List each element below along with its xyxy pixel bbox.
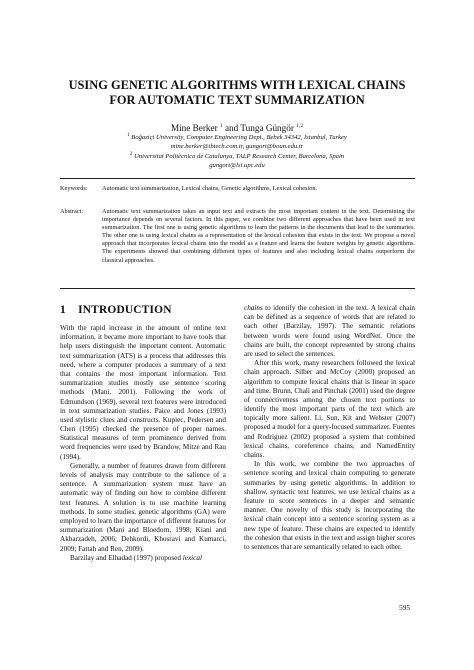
affiliation-1: $^1$ Boğaziçi University, Computer Engineering Dept., Bebek 34342, Istanbul, Turkey xyxy=(127,133,347,142)
title-line-1: USING GENETIC ALGORITHMS WITH LEXICAL CHAINS xyxy=(68,78,406,92)
author-2-superscript: 1,2 xyxy=(296,123,304,129)
intro-paragraph-6: In this work, we combine the two approaches of sentence scoring and lexical chain computing to generate summaries by using genetic algorithms. In addition to shallow, syntactic text features, we use lexical chains as a feature to score sentences in a deeper and semantic manner. One novelty of this study is incorporating the lexical chain concept into a sentence scoring system as a new type of feature. These chains are expected to identify the cohesion that exists in the text and assign higher scores to sentences that are semantically related to each other. xyxy=(244,460,415,551)
author-conjunction: and xyxy=(222,123,241,134)
intro-paragraph-5: After this work, many researchers followed the lexical chain approach. Silber and McCoy (2000) proposed an algorithm to compute lexical chains that is linear in space and time. Brunn, Chali and Pinchak (2001) used the degree of connectiveness among the chosen text portions to identify the most important parts of the text which are topically more salient. Li, Sun, Kit and Webster (2007) proposed a model for a query-focused summarizer. Fuentes and Rodriguez (2002) proposed a system that combined lexical chains, coreference chains, and NamedEntity chains. xyxy=(244,359,415,459)
affiliation-2: $^2$ Universitat Politècnica de Catalunya, TALP Research Center, Barcelona, Spain xyxy=(129,152,345,161)
paper-title xyxy=(40,78,434,108)
page-number: 595 xyxy=(399,603,411,612)
section-heading xyxy=(60,304,172,316)
bottom-rule xyxy=(60,288,415,289)
affiliation-1-email: mine.berker@ibtech.com.tr, gungort@boun.edu.tr xyxy=(170,142,304,150)
intro-paragraph-3: Barzilay and Elhadad (1997) proposed lexical xyxy=(70,553,202,562)
intro-paragraph-4: chains to identify the cohesion in the text. A lexical chain can be defined as a sequence of words that are related to each other (Barzilay, 1997). The semantic relations between words were found using WordNet. Once the chains are built, the concept represented by strong chains are used to select the sentences. xyxy=(244,304,415,358)
affiliation-2-superscript: 2 xyxy=(129,152,133,158)
keywords-label: Keywords: xyxy=(60,185,88,192)
left-column xyxy=(60,324,226,563)
intro-paragraph-2: Generally, a number of features drawn from different levels of analysis may contribute to the salience of a sentence. A summarization system must have an automatic way of finding out how to combine different text features. A solution is to use machine learning methods. In some studies, genetic algorithms (GA) were employed to learn the importance of different features for summarization (Mani and Bloedorn, 1998; Kiani and Akbarzadeh, 2006; Dehkordi, Khosravi and Kumarci, 2009; Fattah and Ren, 2009). xyxy=(60,461,226,553)
abstract-label: Abstract: xyxy=(60,208,84,215)
author-1-name: Mine Berker xyxy=(170,123,218,134)
keywords-text: Automatic text summarization, Lexical chains, Genetic algorithms, Lexical cohesion. xyxy=(102,185,318,192)
author-1-superscript: 1 xyxy=(219,123,223,129)
section-title: INTRODUCTION xyxy=(78,304,172,316)
affiliation-1-superscript: 1 xyxy=(127,133,130,138)
section-number: 1 xyxy=(60,304,66,316)
italic-lexical: lexical xyxy=(182,553,202,562)
intro-paragraph-1: With the rapid increase in the amount of online text information, it became more important to have tools that help users distinguish the important content. Automatic text summarization (ATS) is a process that addresses this need, where a computer produces a summary of a text that contains the most important information. Text summarization studies mostly use sentence scoring methods (Mani, 2001). Following the work of Edmundson (1969), several text features were introduced in text summarization studies. Paice and Jones (1993) used stylistic clues and constructs. Kupiec, Pedersen and Chen (1995) checked the presence of proper names. Statistical measures of term prominence derived from word frequencies were used by Brandow, Mitze and Rau (1994). xyxy=(60,324,226,461)
affiliation-2-email: gungort@lsi.upc.edu xyxy=(209,162,265,170)
author-2-name: Tunga Güngör xyxy=(240,123,294,134)
top-rule xyxy=(60,178,415,179)
abstract-text: Automatic text summarization takes an input text and extracts the most important content in the text. Determining the importance depends on several factors. In this paper, we combine two different approaches that have been used in text summarization. The first one is using genetic algorithms to learn the patterns in the documents that lead to the summaries. The other one is using lexical chains as a representation of the lexical cohesion that exists in the text. We propose a novel approach that incorporates lexical chains into the model as a feature and learns the feature weights by genetic algorithms. The experiments showed that combining different types of features and also including lexical chains outperform the classical approaches. xyxy=(102,208,415,264)
italic-chains: chains xyxy=(244,304,263,312)
right-column xyxy=(244,304,415,552)
title-line-2: FOR AUTOMATIC TEXT SUMMARIZATION xyxy=(109,93,365,107)
affiliations xyxy=(40,132,434,171)
